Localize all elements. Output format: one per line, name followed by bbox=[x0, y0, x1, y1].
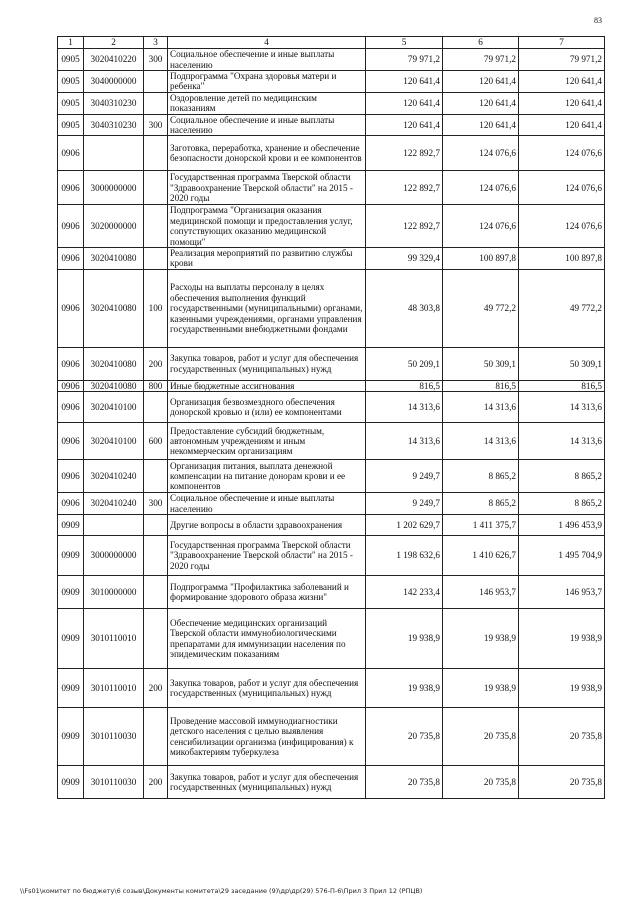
amount-col-7: 100 897,8 bbox=[519, 248, 605, 270]
table-row bbox=[58, 380, 605, 391]
description: Закупка товаров, работ и услуг для обеспечения государственных (муниципальных) нужд bbox=[168, 347, 366, 380]
target-article: 3010110010 bbox=[84, 669, 144, 708]
table-row bbox=[58, 576, 605, 609]
amount-col-6: 8 865,2 bbox=[443, 493, 519, 515]
expense-type: 800 bbox=[144, 380, 168, 391]
section-code: 0909 bbox=[58, 669, 84, 708]
amount-col-5: 14 313,6 bbox=[366, 423, 443, 460]
amount-col-6: 120 641,4 bbox=[443, 114, 519, 136]
amount-col-7: 20 735,8 bbox=[519, 766, 605, 799]
amount-col-7: 120 641,4 bbox=[519, 92, 605, 114]
description: Заготовка, переработка, хранение и обеспечение безопасности донорской крови и ее компонентов bbox=[168, 136, 366, 171]
expense-type bbox=[144, 205, 168, 248]
amount-col-7: 8 865,2 bbox=[519, 493, 605, 515]
target-article: 3000000000 bbox=[84, 536, 144, 576]
amount-col-6: 120 641,4 bbox=[443, 71, 519, 93]
amount-col-6: 100 897,8 bbox=[443, 248, 519, 270]
amount-col-5: 14 313,6 bbox=[366, 392, 443, 423]
amount-col-5: 1 202 629,7 bbox=[366, 515, 443, 536]
description: Организация безвозмездного обеспечения донорской кровью и (или) ее компонентами bbox=[168, 392, 366, 423]
amount-col-7: 124 076,6 bbox=[519, 205, 605, 248]
amount-col-7: 816,5 bbox=[519, 380, 605, 391]
header-col-1: 1 bbox=[58, 37, 84, 49]
target-article: 3020410100 bbox=[84, 423, 144, 460]
description: Социальное обеспечение и иные выплаты населению bbox=[168, 493, 366, 515]
target-article: 3020410080 bbox=[84, 248, 144, 270]
table-row bbox=[58, 669, 605, 708]
target-article: 3010110030 bbox=[84, 766, 144, 799]
amount-col-5: 816,5 bbox=[366, 380, 443, 391]
section-code: 0909 bbox=[58, 609, 84, 669]
amount-col-7: 14 313,6 bbox=[519, 392, 605, 423]
description: Организация питания, выплата денежной компенсации на питание донорам крови и ее компонентов bbox=[168, 460, 366, 493]
description: Другие вопросы в области здравоохранения bbox=[168, 515, 366, 536]
amount-col-6: 20 735,8 bbox=[443, 708, 519, 766]
section-code: 0909 bbox=[58, 515, 84, 536]
section-code: 0905 bbox=[58, 71, 84, 93]
section-code: 0909 bbox=[58, 766, 84, 799]
description: Государственная программа Тверской области "Здравоохранение Тверской области" на 2015 - 2020 годы bbox=[168, 171, 366, 205]
amount-col-5: 9 249,7 bbox=[366, 460, 443, 493]
target-article: 3010110030 bbox=[84, 708, 144, 766]
target-article: 3010110010 bbox=[84, 609, 144, 669]
amount-col-5: 79 971,2 bbox=[366, 49, 443, 71]
description: Подпрограмма "Профилактика заболеваний и формирование здорового образа жизни" bbox=[168, 576, 366, 609]
expense-type bbox=[144, 460, 168, 493]
amount-col-5: 120 641,4 bbox=[366, 71, 443, 93]
amount-col-7: 120 641,4 bbox=[519, 114, 605, 136]
amount-col-7: 1 495 704,9 bbox=[519, 536, 605, 576]
section-code: 0905 bbox=[58, 92, 84, 114]
table-row bbox=[58, 114, 605, 136]
expense-type bbox=[144, 576, 168, 609]
amount-col-6: 1 411 375,7 bbox=[443, 515, 519, 536]
table-row bbox=[58, 248, 605, 270]
description: Подпрограмма "Организация оказания медицинской помощи и предоставления услуг, сопутствующих оказанию медицинской помощи" bbox=[168, 205, 366, 248]
description: Расходы на выплаты персоналу в целях обеспечения выполнения функций государственными (муниципальными) органами, казенными учреждениями, органами управления государственными внебюджетными фондами bbox=[168, 269, 366, 347]
amount-col-5: 122 892,7 bbox=[366, 205, 443, 248]
expense-type bbox=[144, 92, 168, 114]
section-code: 0906 bbox=[58, 136, 84, 171]
amount-col-6: 19 938,9 bbox=[443, 609, 519, 669]
description: Обеспечение медицинских организаций Тверской области иммунобиологическими препаратами для иммунизации населения по эпидемическим показаниям bbox=[168, 609, 366, 669]
amount-col-7: 19 938,9 bbox=[519, 669, 605, 708]
target-article: 3040310230 bbox=[84, 114, 144, 136]
table-row bbox=[58, 609, 605, 669]
expense-type: 300 bbox=[144, 114, 168, 136]
table-row bbox=[58, 493, 605, 515]
header-col-5: 5 bbox=[366, 37, 443, 49]
description: Закупка товаров, работ и услуг для обеспечения государственных (муниципальных) нужд bbox=[168, 766, 366, 799]
section-code: 0906 bbox=[58, 423, 84, 460]
table-row bbox=[58, 708, 605, 766]
target-article: 3020410220 bbox=[84, 49, 144, 71]
amount-col-6: 50 309,1 bbox=[443, 347, 519, 380]
amount-col-5: 50 209,1 bbox=[366, 347, 443, 380]
target-article: 3020410100 bbox=[84, 392, 144, 423]
section-code: 0909 bbox=[58, 536, 84, 576]
expense-type bbox=[144, 515, 168, 536]
expense-type bbox=[144, 171, 168, 205]
amount-col-7: 79 971,2 bbox=[519, 49, 605, 71]
amount-col-7: 146 953,7 bbox=[519, 576, 605, 609]
amount-col-7: 1 496 453,9 bbox=[519, 515, 605, 536]
section-code: 0906 bbox=[58, 248, 84, 270]
amount-col-7: 124 076,6 bbox=[519, 171, 605, 205]
expense-type bbox=[144, 536, 168, 576]
amount-col-6: 14 313,6 bbox=[443, 392, 519, 423]
description: Социальное обеспечение и иные выплаты населению bbox=[168, 49, 366, 71]
header-row bbox=[58, 37, 605, 49]
section-code: 0906 bbox=[58, 171, 84, 205]
expense-type bbox=[144, 392, 168, 423]
amount-col-5: 120 641,4 bbox=[366, 92, 443, 114]
amount-col-5: 99 329,4 bbox=[366, 248, 443, 270]
expense-type bbox=[144, 708, 168, 766]
section-code: 0906 bbox=[58, 392, 84, 423]
footer-file-path: \\Fs01\комитет по бюджету\6 созыв\Документы комитета\29 заседание (9)\др\др(29) 576-П-6\Прил 3 Прил 12 (РПЦВ) bbox=[20, 887, 423, 895]
header-col-7: 7 bbox=[519, 37, 605, 49]
table-row bbox=[58, 136, 605, 171]
amount-col-5: 122 892,7 bbox=[366, 136, 443, 171]
table-row bbox=[58, 460, 605, 493]
description: Проведение массовой иммунодиагностики детского населения с целью выявления сенсибилизации организма (инфицирования) к микобактериям туберкулеза bbox=[168, 708, 366, 766]
table-row bbox=[58, 205, 605, 248]
section-code: 0909 bbox=[58, 708, 84, 766]
description: Иные бюджетные ассигнования bbox=[168, 380, 366, 391]
section-code: 0906 bbox=[58, 205, 84, 248]
target-article: 3040310230 bbox=[84, 92, 144, 114]
expense-type: 200 bbox=[144, 347, 168, 380]
table-row bbox=[58, 536, 605, 576]
amount-col-7: 120 641,4 bbox=[519, 71, 605, 93]
amount-col-5: 9 249,7 bbox=[366, 493, 443, 515]
section-code: 0906 bbox=[58, 493, 84, 515]
header-col-3: 3 bbox=[144, 37, 168, 49]
expense-type: 600 bbox=[144, 423, 168, 460]
target-article: 3020000000 bbox=[84, 205, 144, 248]
amount-col-7: 49 772,2 bbox=[519, 269, 605, 347]
expense-type bbox=[144, 248, 168, 270]
expense-type: 200 bbox=[144, 766, 168, 799]
table-row bbox=[58, 92, 605, 114]
expense-type: 200 bbox=[144, 669, 168, 708]
amount-col-5: 1 198 632,6 bbox=[366, 536, 443, 576]
expense-type bbox=[144, 71, 168, 93]
section-code: 0906 bbox=[58, 347, 84, 380]
amount-col-6: 19 938,9 bbox=[443, 669, 519, 708]
expense-type: 300 bbox=[144, 49, 168, 71]
amount-col-6: 20 735,8 bbox=[443, 766, 519, 799]
section-code: 0906 bbox=[58, 380, 84, 391]
page-number: 83 bbox=[594, 16, 602, 25]
amount-col-6: 49 772,2 bbox=[443, 269, 519, 347]
description: Предоставление субсидий бюджетным, автономным учреждениям и иным некоммерческим организациям bbox=[168, 423, 366, 460]
amount-col-5: 48 303,8 bbox=[366, 269, 443, 347]
target-article: 3040000000 bbox=[84, 71, 144, 93]
amount-col-5: 20 735,8 bbox=[366, 708, 443, 766]
amount-col-5: 19 938,9 bbox=[366, 609, 443, 669]
amount-col-5: 122 892,7 bbox=[366, 171, 443, 205]
section-code: 0909 bbox=[58, 576, 84, 609]
expense-type bbox=[144, 609, 168, 669]
target-article: 3000000000 bbox=[84, 171, 144, 205]
expense-type: 300 bbox=[144, 493, 168, 515]
table-row bbox=[58, 71, 605, 93]
description: Подпрограмма "Охрана здоровья матери и ребенка" bbox=[168, 71, 366, 93]
target-article: 3020410080 bbox=[84, 269, 144, 347]
amount-col-5: 19 938,9 bbox=[366, 669, 443, 708]
description: Государственная программа Тверской области "Здравоохранение Тверской области" на 2015 - 2020 годы bbox=[168, 536, 366, 576]
description: Закупка товаров, работ и услуг для обеспечения государственных (муниципальных) нужд bbox=[168, 669, 366, 708]
amount-col-7: 124 076,6 bbox=[519, 136, 605, 171]
table-row bbox=[58, 423, 605, 460]
target-article bbox=[84, 136, 144, 171]
amount-col-6: 8 865,2 bbox=[443, 460, 519, 493]
header-col-2: 2 bbox=[84, 37, 144, 49]
target-article bbox=[84, 515, 144, 536]
target-article: 3020410240 bbox=[84, 460, 144, 493]
amount-col-6: 124 076,6 bbox=[443, 136, 519, 171]
table-row bbox=[58, 171, 605, 205]
section-code: 0906 bbox=[58, 269, 84, 347]
target-article: 3010000000 bbox=[84, 576, 144, 609]
target-article: 3020410240 bbox=[84, 493, 144, 515]
table-row bbox=[58, 269, 605, 347]
budget-table bbox=[57, 36, 605, 799]
amount-col-7: 8 865,2 bbox=[519, 460, 605, 493]
amount-col-7: 50 309,1 bbox=[519, 347, 605, 380]
target-article: 3020410080 bbox=[84, 380, 144, 391]
description: Оздоровление детей по медицинским показаниям bbox=[168, 92, 366, 114]
target-article: 3020410080 bbox=[84, 347, 144, 380]
amount-col-5: 20 735,8 bbox=[366, 766, 443, 799]
amount-col-6: 14 313,6 bbox=[443, 423, 519, 460]
amount-col-7: 14 313,6 bbox=[519, 423, 605, 460]
amount-col-6: 146 953,7 bbox=[443, 576, 519, 609]
table-row bbox=[58, 392, 605, 423]
amount-col-6: 124 076,6 bbox=[443, 171, 519, 205]
section-code: 0905 bbox=[58, 114, 84, 136]
section-code: 0905 bbox=[58, 49, 84, 71]
table-row bbox=[58, 347, 605, 380]
amount-col-7: 19 938,9 bbox=[519, 609, 605, 669]
description: Социальное обеспечение и иные выплаты населению bbox=[168, 114, 366, 136]
section-code: 0906 bbox=[58, 460, 84, 493]
amount-col-5: 142 233,4 bbox=[366, 576, 443, 609]
description: Реализация мероприятий по развитию службы крови bbox=[168, 248, 366, 270]
header-col-6: 6 bbox=[443, 37, 519, 49]
expense-type: 100 bbox=[144, 269, 168, 347]
amount-col-7: 20 735,8 bbox=[519, 708, 605, 766]
amount-col-6: 1 410 626,7 bbox=[443, 536, 519, 576]
amount-col-6: 79 971,2 bbox=[443, 49, 519, 71]
amount-col-6: 120 641,4 bbox=[443, 92, 519, 114]
amount-col-5: 120 641,4 bbox=[366, 114, 443, 136]
table-row bbox=[58, 766, 605, 799]
amount-col-6: 124 076,6 bbox=[443, 205, 519, 248]
table-row bbox=[58, 49, 605, 71]
table-row bbox=[58, 515, 605, 536]
header-col-4: 4 bbox=[168, 37, 366, 49]
expense-type bbox=[144, 136, 168, 171]
amount-col-6: 816,5 bbox=[443, 380, 519, 391]
